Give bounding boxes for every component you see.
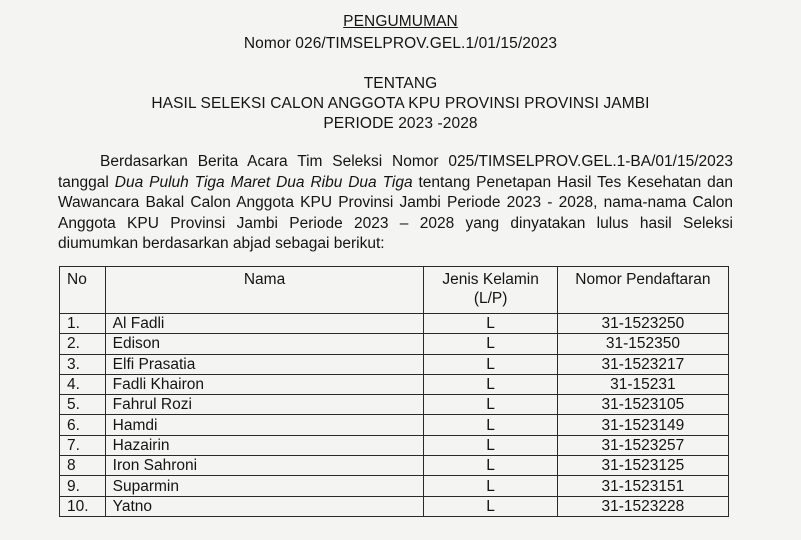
row-nomor: 31-152350 [557,334,728,354]
row-jenis-kelamin: L [424,456,557,476]
row-nomor: 31-1523250 [557,314,728,334]
doc-subject: HASIL SELEKSI CALON ANGGOTA KPU PROVINSI PROVINSI JAMBI [151,95,650,112]
doc-title: PENGUMUMAN [343,13,458,30]
row-no: 8 [60,456,106,476]
row-nomor: 31-1523257 [557,435,728,455]
table-header-row [60,267,729,314]
header-nomor: Nomor Pendaftaran [557,267,728,314]
header-jenis-kelamin [424,267,557,314]
table-row [60,314,729,334]
row-nama: Elfi Prasatia [105,354,424,374]
table-row [60,374,729,394]
row-nama: Iron Sahroni [105,456,424,476]
table-row [60,415,729,435]
row-nama: Fadli Khairon [105,374,424,394]
row-nama: Edison [105,334,424,354]
table-row [60,334,729,354]
table-row [60,395,729,415]
row-nama: Suparmin [105,476,424,496]
row-nomor: 31-1523125 [557,456,728,476]
row-no: 3. [60,354,106,374]
row-no: 1. [60,314,106,334]
row-no: 9. [60,476,106,496]
row-jenis-kelamin: L [424,496,557,516]
doc-number: Nomor 026/TIMSELPROV.GEL.1/01/15/2023 [243,35,558,52]
row-jenis-kelamin: L [424,435,557,455]
table-row [60,435,729,455]
header-jk-label: Jenis Kelamin [442,271,539,288]
row-jenis-kelamin: L [424,476,557,496]
row-nama: Fahrul Rozi [105,395,424,415]
row-nomor: 31-1523217 [557,354,728,374]
row-jenis-kelamin: L [424,374,557,394]
doc-period: PERIODE 2023 -2028 [323,115,478,132]
row-jenis-kelamin: L [424,314,557,334]
row-nomor: 31-1523151 [557,476,728,496]
row-no: 5. [60,395,106,415]
row-jenis-kelamin: L [424,395,557,415]
row-nama: Al Fadli [105,314,424,334]
header-nama: Nama [105,267,424,314]
row-jenis-kelamin: L [424,354,557,374]
intro-paragraph [58,152,733,255]
table-row [60,456,729,476]
row-no: 7. [60,435,106,455]
row-nomor: 31-15231 [557,374,728,394]
row-nama: Yatno [105,496,424,516]
header-no: No [60,267,106,314]
intro-part2: tentang Penetapan Hasil Tes Kesehatan dan Wawancara Bakal Calon Anggota KPU Provinsi Jambi Periode 2023 - 2028, nama-nama Calon Anggota KPU Provinsi Jambi Periode 2023 – 2028 yang dinyatakan lulus hasil Seleksi diumumkan berdasarkan abjad sebagai berikut: [58,173,733,252]
table-row [60,496,729,516]
row-jenis-kelamin: L [424,334,557,354]
row-nama: Hamdi [105,415,424,435]
table-row [60,354,729,374]
row-nama: Hazairin [105,435,424,455]
row-no: 4. [60,374,106,394]
row-no: 6. [60,415,106,435]
header-jk-sub: (L/P) [473,290,508,307]
doc-about: TENTANG [363,75,438,92]
intro-part1: Berdasarkan Berita Acara Tim Seleksi Nomor 025/TIMSELPROV.GEL.1-BA/01/15/2023 tanggal [58,153,733,191]
row-nomor: 31-1523105 [557,395,728,415]
row-nomor: 31-1523149 [557,415,728,435]
table-row [60,476,729,496]
row-no: 2. [60,334,106,354]
candidates-table [59,266,729,517]
intro-date: Dua Puluh Tiga Maret Dua Ribu Dua Tiga [114,173,413,191]
row-nomor: 31-1523228 [557,496,728,516]
row-jenis-kelamin: L [424,415,557,435]
row-no: 10. [60,496,106,516]
